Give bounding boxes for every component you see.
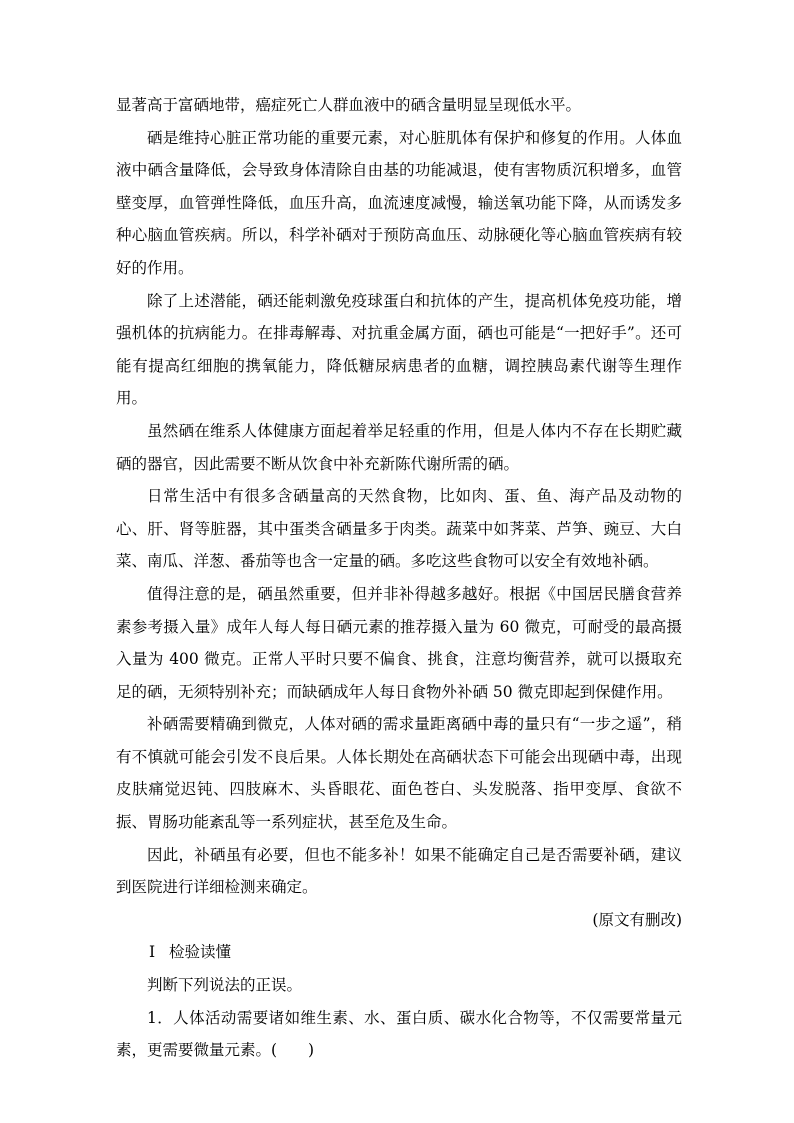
section-heading [116, 936, 682, 969]
section-number: Ⅰ [149, 943, 156, 962]
paragraph-heart-function: 硒是维持心脏正常功能的重要元素，对心脏肌体有保护和修复的作用。人体血液中硒含量降低，会导致身体清除自由基的功能减退，使有害物质沉积增多，血管壁变厚，血管弹性降低，血压升高，血流速度减慢，输送氧功能下降，从而诱发多种心脑血管疾病。所以，科学补硒对于预防高血压、动脉硬化等心脑血管疾病有较好的作用。 [116, 128, 682, 277]
paragraph-immunity: 除了上述潜能，硒还能刺激免疫球蛋白和抗体的产生，提高机体免疫功能，增强机体的抗病能力。在排毒解毒、对抗重金属方面，硒也可能是“一把好手”。还可能有提高红细胞的携氧能力，降低糖尿病患者的血糖，调控胰岛素代谢等生理作用。 [116, 291, 682, 408]
paragraph-toxicity: 补硒需要精确到微克，人体对硒的需求量距离硒中毒的量只有“一步之遥”，稍有不慎就可能会引发不良后果。人体长期处在高硒状态下可能会出现硒中毒，出现皮肤痛觉迟钝、四肢麻木、头昏眼花、面色苍白、头发脱落、指甲变厚、食欲不振、胃肠功能紊乱等一系列症状，甚至危及生命。 [116, 715, 682, 832]
paragraph-conclusion: 因此，补硒虽有必要，但也不能多补！如果不能确定自己是否需要补硒，建议到医院进行详细检测来确定。 [116, 845, 682, 897]
section-title: 检验读懂 [169, 943, 232, 962]
paragraph-continuation: 显著高于富硒地带，癌症死亡人群血液中的硒含量明显呈现低水平。 [116, 96, 582, 114]
section-instruction: 判断下列说法的正误。 [147, 976, 303, 995]
paragraph-intake-limits: 值得注意的是，硒虽然重要，但并非补得越多越好。根据《中国居民膳食营养素参考摄入量》成年人每人每日硒元素的推荐摄入量为 60 微克，可耐受的最高摄入量为 400 微克。正常人平时只要不偏食、挑食，注意均衡营养，就可以摄取充足的硒，无须特别补充；而缺硒成年人每日食物外补硒 50 微克即起到保健作用。 [116, 584, 682, 701]
paragraph-food-sources: 日常生活中有很多含硒量高的天然食物，比如肉、蛋、鱼、海产品及动物的心、肝、肾等脏器，其中蛋类含硒量多于肉类。蔬菜中如荠菜、芦笋、豌豆、大白菜、南瓜、洋葱、番茄等也含一定量的硒。多吃这些食物可以安全有效地补硒。 [116, 487, 682, 571]
article-body [116, 89, 682, 1067]
question-item: 1．人体活动需要诸如维生素、水、蛋白质、碳水化合物等，不仅需要常量元素，更需要微量元素。( ) [116, 1008, 682, 1060]
source-note: (原文有删改) [592, 910, 682, 929]
paragraph-storage: 虽然硒在维系人体健康方面起着举足轻重的作用，但是人体内不存在长期贮藏硒的器官，因此需要不断从饮食中补充新陈代谢所需的硒。 [116, 421, 682, 473]
